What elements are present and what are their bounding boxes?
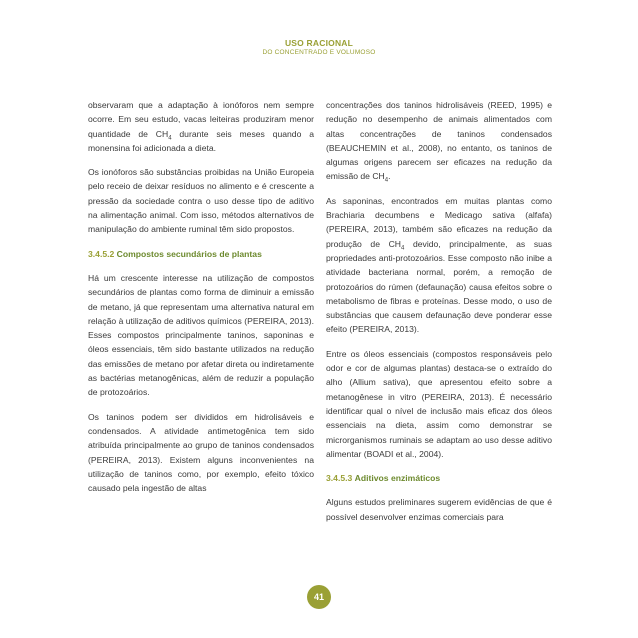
paragraph: Os taninos podem ser divididos em hidrolisáveis e condensados. A atividade antimetogênica tem sido atribuída principalmente ao grupo de taninos condensados (PEREIRA, 2013). Existem alguns inconvenientes na utilização de taninos como, por exemplo, efeito tóxico causado pela ingestão de altas	[88, 411, 314, 494]
section-title: Aditivos enzimáticos	[354, 473, 441, 484]
page-number-badge: 41	[307, 585, 331, 609]
section-number: 3.4.5.2	[88, 248, 115, 259]
paragraph: observaram que a adaptação à ionóforos nem sempre ocorre. Em seu estudo, vacas leiteiras produziram menor quantidade de $CH_4$ durante seis meses quando a monensina foi adicionada a dieta.	[88, 100, 314, 153]
header-subtitle: DO CONCENTRADO E VOLUMOSO	[262, 49, 376, 56]
paragraph: Os ionóforos são substâncias proibidas na União Europeia pelo receio de deixar resíduos no alimento e é crescente a pressão da sociedade contra o uso desse tipo de aditivo na alimentação animal. Com isso, métodos alternativos de manipulação do ambiente ruminal têm sido propostos.	[88, 167, 314, 235]
section-title: Compostos secundários de plantas	[116, 248, 262, 259]
paragraph: Alguns estudos preliminares sugerem evidências de que é possível desenvolver enzimas comerciais para	[326, 497, 552, 522]
section-heading	[326, 471, 552, 485]
paragraph: Entre os óleos essenciais (compostos responsáveis pelo odor e cor de algumas plantas) destaca-se o extraído do alho (Allium sativa), que apresentou efeito sobre a metanogênese in vitro (PEREIRA, 2013). É necessário identificar qual o nível de inclusão mais eficaz dos óleos essenciais na dieta, assim como demonstrar se microrganismos ruminais se adaptam ao uso desse aditivo alimentar (BOADI et al., 2004).	[326, 348, 552, 459]
running-header	[0, 38, 638, 56]
paragraph: concentrações dos taninos hidrolisáveis (REED, 1995) e redução no desempenho de animais alimentados com altas concentrações de taninos condensados (BEAUCHEMIN et al., 2008), no entanto, os taninos de algumas origens parecem ser eficazes na redução da emissão de $CH_4$.	[326, 100, 552, 185]
right-column	[326, 98, 552, 534]
left-column	[88, 98, 314, 505]
header-title: USO RACIONAL	[284, 38, 354, 48]
section-heading	[88, 247, 314, 261]
paragraph: Há um crescente interesse na utilização de compostos secundários de plantas como forma de diminuir a emissão de metano, já que representam uma alternativa natural em relação à utilização de aditivos químicos (PEREIRA, 2013). Esses compostos principalmente taninos, saponinas e óleos essenciais, têm sido bastante utilizados na redução das emissões de metano por afetar direta ou indiretamente as bactérias metanogênicas, além de reduzir a população de protozoários.	[88, 272, 314, 398]
paragraph: As saponinas, encontrados em muitas plantas como Brachiaria decumbens e Medicago sativa (alfafa) (PEREIRA, 2013), também são eficazes na redução da produção de $CH_4$ devido, principalmente, as suas propriedades anti-protozoários. Esse composto não inibe a atividade bacteriana normal, porém, a remoção de protozoários do rúmen (defaunação) causa efeitos sobre o metabolismo de fibras e proteínas. Desse modo, o uso de substâncias que causem defaunação deve ponderar esse efeito (PEREIRA, 2013).	[326, 195, 552, 335]
section-number: 3.4.5.3	[326, 473, 353, 484]
